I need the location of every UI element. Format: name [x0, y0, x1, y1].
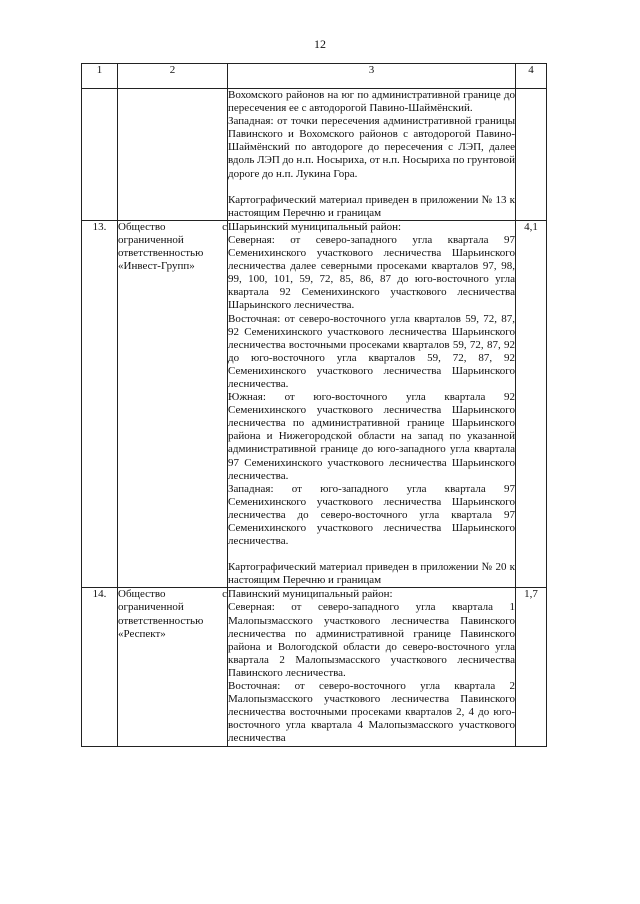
- boundary-paragraph: Северная: от северо-западного угла квартала 1 Малопызмасского участкового лесничества Павинского лесничества по административной границе Павинского района и Вологодской области до северо-восточного угла квартала 2 Малопызмасского участкового лесничества Павинского лесничества.: [228, 601, 515, 679]
- row-number: 14.: [82, 588, 118, 746]
- column-header: 1: [82, 64, 118, 89]
- boundary-paragraph: Вохомского районов на юг по административной границе до пересечения ее с автодорогой Павино-Шаймёнский.: [228, 89, 515, 115]
- boundary-paragraph: Западная: от юго-западного угла квартала 97 Семенихинского участкового лесничества Шарьинского лесничества до северо-восточного угла квартала 97 Семенихинского участкового лесничества Шарьинского лесничества.: [228, 482, 515, 548]
- area-value: 4,1: [516, 220, 547, 588]
- table-row: [82, 89, 547, 221]
- area-value: [516, 89, 547, 221]
- column-header: 4: [516, 64, 547, 89]
- boundary-paragraph: Северная: от северо-западного угла квартала 97 Семенихинского участкового лесничества Шарьинского лесничества далее северными просеками кварталов 97, 98, 99, 100, 101, 59, 72, 85, 86, 87 до юго-восточного угла квартала 92 Семенихинского участкового лесничества Шарьинского лесничества.: [228, 233, 515, 312]
- table-header-row: [82, 64, 547, 89]
- boundary-description: [228, 588, 516, 746]
- boundary-paragraph: Шарьинский муниципальный район:: [228, 220, 402, 233]
- organization-name: Общество с ограниченной ответственностью «Инвест-Групп»: [118, 220, 228, 588]
- boundaries-table: [81, 63, 547, 747]
- area-value: 1,7: [516, 588, 547, 746]
- boundary-paragraph: Восточная: от северо-восточного угла квартала 2 Малопызмасского участкового лесничества Павинского лесничества восточными просеками кварталов 2, 4 до юго-восточного угла квартала 4 Малопызмасского участкового лесничества: [228, 680, 515, 745]
- boundary-paragraph: Восточная: от северо-восточного угла кварталов 59, 72, 87, 92 Семенихинского участкового лесничества Шарьинского лесничества восточными просеками кварталов 59, 72, 87, 92 до юго-восточного угла кварталов 59, 72, 87, 92 Семенихинского участкового лесничества Шарьинского лесничества.: [228, 312, 515, 390]
- cartographic-note: Картографический материал приведен в приложении № 20 к настоящим Перечню и границам: [228, 561, 515, 587]
- column-header: 3: [228, 64, 516, 89]
- table-row: [82, 220, 547, 588]
- boundary-paragraph: Южная: от юго-восточного угла квартала 92 Семенихинского участкового лесничества Шарьинского лесничества по административной границе Шарьинского района и Нижегородской области на запад по указанной административной границе до юго-западного угла квартала 97 Семенихинского участкового лесничества Шарьинского лесничества.: [228, 391, 515, 482]
- row-number: 13.: [82, 220, 118, 588]
- column-header: 2: [118, 64, 228, 89]
- page-number: 12: [314, 37, 326, 51]
- organization-name: [118, 89, 228, 221]
- organization-name: Общество с ограниченной ответственностью «Респект»: [118, 588, 228, 746]
- boundary-paragraph: Павинский муниципальный район:: [228, 588, 393, 601]
- row-number: [82, 89, 118, 221]
- cartographic-note: Картографический материал приведен в приложении № 13 к настоящим Перечню и границам: [228, 193, 515, 219]
- table-row: [82, 588, 547, 746]
- boundary-description: [228, 220, 516, 588]
- boundary-paragraph: Западная: от точки пересечения административной границы Павинского и Вохомского районов с автодорогой Павино-Шаймёнский по автодороге до пересечения с ЛЭП, далее вдоль ЛЭП до н.п. Носыриха, от н.п. Носыриха по грунтовой дороге до н.п. Лукина Гора.: [228, 115, 515, 180]
- boundary-description: [228, 89, 516, 221]
